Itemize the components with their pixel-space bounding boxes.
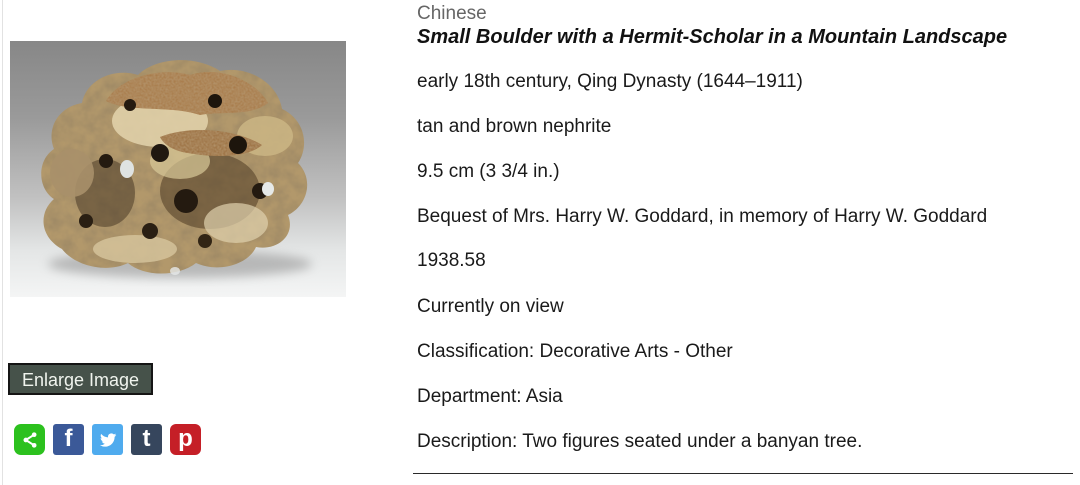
pinterest-icon: p	[178, 424, 193, 452]
object-credit-line: Bequest of Mrs. Harry W. Goddard, in memory of Harry W. Goddard	[417, 206, 988, 227]
tumblr-share-button[interactable]	[131, 424, 162, 455]
twitter-icon	[98, 430, 118, 450]
boulder-illustration	[10, 41, 346, 297]
object-culture: Chinese	[417, 3, 487, 24]
artifact-thumbnail-image[interactable]	[10, 41, 346, 297]
object-description: Description: Two figures seated under a banyan tree.	[417, 431, 863, 452]
object-classification: Classification: Decorative Arts - Other	[417, 341, 733, 362]
object-accession-number: 1938.58	[417, 250, 486, 271]
twitter-share-button[interactable]	[92, 424, 123, 455]
facebook-icon: f	[64, 424, 73, 452]
social-share-row	[14, 424, 201, 455]
object-title: Small Boulder with a Hermit-Scholar in a Mountain Landscape	[417, 26, 1008, 48]
sharethis-icon	[20, 430, 40, 450]
page-left-border	[2, 0, 3, 485]
object-on-view-status: Currently on view	[417, 296, 564, 317]
object-date: early 18th century, Qing Dynasty (1644–1911)	[417, 71, 803, 92]
section-divider	[413, 473, 1073, 474]
object-medium: tan and brown nephrite	[417, 116, 612, 137]
tumblr-icon: t	[142, 424, 151, 452]
object-department: Department: Asia	[417, 386, 563, 407]
enlarge-image-button[interactable]: Enlarge Image	[8, 363, 153, 395]
object-dimensions: 9.5 cm (3 3/4 in.)	[417, 161, 560, 182]
sharethis-share-button[interactable]	[14, 424, 45, 455]
facebook-share-button[interactable]	[53, 424, 84, 455]
pinterest-share-button[interactable]	[170, 424, 201, 455]
